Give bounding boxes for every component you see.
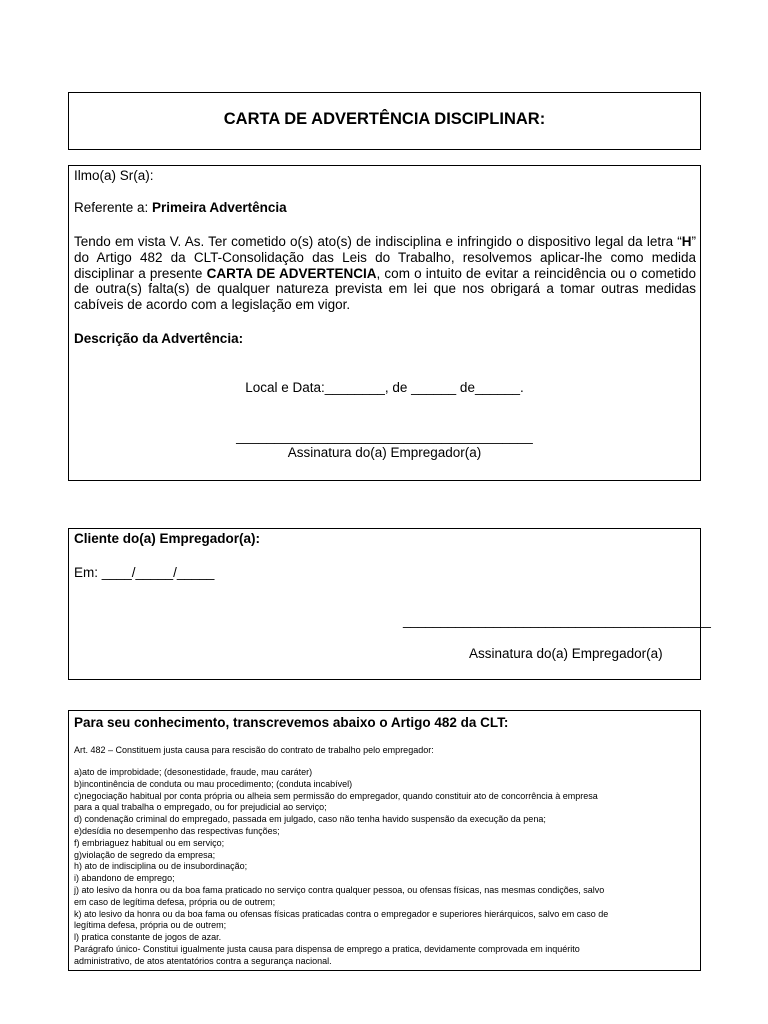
law-clause: g)violação de segredo da empresa; xyxy=(74,849,216,860)
reference-line xyxy=(74,200,287,216)
document-title: CARTA DE ADVERTÊNCIA DISCIPLINAR: xyxy=(223,110,546,128)
salutation: Ilmo(a) Sr(a): xyxy=(74,168,154,183)
law-clause: j) ato lesivo da honra ou da boa fama praticado no serviço contra qualquer pessoa, ou ofensas físicas, nas mesmas condições, salvo xyxy=(74,884,605,895)
description-label: Descrição da Advertência: xyxy=(74,331,244,346)
law-clause: h) ato de indisciplina ou de insubordinação; xyxy=(74,861,248,872)
reference-label: Referente a: xyxy=(74,200,153,215)
client-date-line: Em: ____/_____/_____ xyxy=(74,565,215,580)
reference-value: Primeira Advertência xyxy=(152,200,287,215)
law-clause: k) ato lesivo da honra ou da boa fama ou ofensas físicas praticadas contra o empregador e superiores hierárquicos, salvo em caso de xyxy=(74,908,609,919)
law-clause: para a qual trabalha o empregado, ou for prejudicial ao serviço; xyxy=(74,802,327,813)
body-part-3: , com o intuito de evitar a reincidência ou o cometido de outra(s) falta(s) de qualquer natureza prevista em lei que nos obrigará a tomar outras medidas cabíveis de acordo com a legislação em vigor. xyxy=(74,265,696,313)
warning-letter-box xyxy=(68,165,701,481)
title-box xyxy=(68,92,701,150)
letter-body xyxy=(74,234,696,313)
law-heading: Para seu conhecimento, transcrevemos abaixo o Artigo 482 da CLT: xyxy=(74,715,509,730)
client-box xyxy=(68,528,711,680)
body-part-2: ” do Artigo 482 da CLT-Consolidação das Leis do Trabalho, resolvemos aplicar-lhe como medida disciplinar a presente xyxy=(74,234,696,281)
client-heading: Cliente do(a) Empregador(a): xyxy=(74,531,261,546)
client-signature-label: Assinatura do(a) Empregador(a) xyxy=(469,646,663,661)
body-letter-h: H xyxy=(681,234,692,249)
local-date-line: Local e Data:________, de ______ de______. xyxy=(245,380,524,395)
law-clause: em caso de legítima defesa, própria ou de outrem; xyxy=(74,896,276,907)
client-signature-line: _________________________________________ xyxy=(403,613,711,628)
law-clause: e)desídia no desempenho das respectivas funções; xyxy=(74,825,280,836)
law-clause: Parágrafo único- Constitui igualmente justa causa para dispensa de emprego a pratica, devidamente comprovada em inquérito xyxy=(74,943,580,954)
signature-line: _______________________________________ xyxy=(236,429,533,444)
law-clause: legítima defesa, própria ou de outrem; xyxy=(74,920,227,931)
law-clause: l) pratica constante de jogos de azar. xyxy=(74,932,222,943)
law-clause: f) embriaguez habitual ou em serviço; xyxy=(74,837,225,848)
law-clauses-list xyxy=(74,767,696,968)
body-bold-title: CARTA DE ADVERTENCIA xyxy=(206,265,377,281)
law-clause: b)incontinência de conduta ou mau procedimento; (conduta incabível) xyxy=(74,778,353,789)
signature-label: Assinatura do(a) Empregador(a) xyxy=(287,445,482,460)
law-clause: d) condenação criminal do empregado, passada em julgado, caso não tenha havido suspensão da execução da pena; xyxy=(74,814,546,825)
law-clause: i) abandono de emprego; xyxy=(74,873,175,884)
body-part-1: Tendo em vista V. As. Ter cometido o(s) ato(s) de indisciplina e infringido o dispositivo legal da letra “ xyxy=(74,234,682,249)
law-article-box xyxy=(68,710,701,971)
law-clause: administrativo, de atos atentatórios contra a segurança nacional. xyxy=(74,955,332,966)
law-clause: c)negociação habitual por conta própria ou alheia sem permissão do empregador, quando constituir ato de concorrência à empresa xyxy=(74,790,598,801)
law-clause: a)ato de improbidade; (desonestidade, fraude, mau caráter) xyxy=(74,767,313,777)
law-intro: Art. 482 – Constituem justa causa para rescisão do contrato de trabalho pelo empregador: xyxy=(74,745,434,755)
